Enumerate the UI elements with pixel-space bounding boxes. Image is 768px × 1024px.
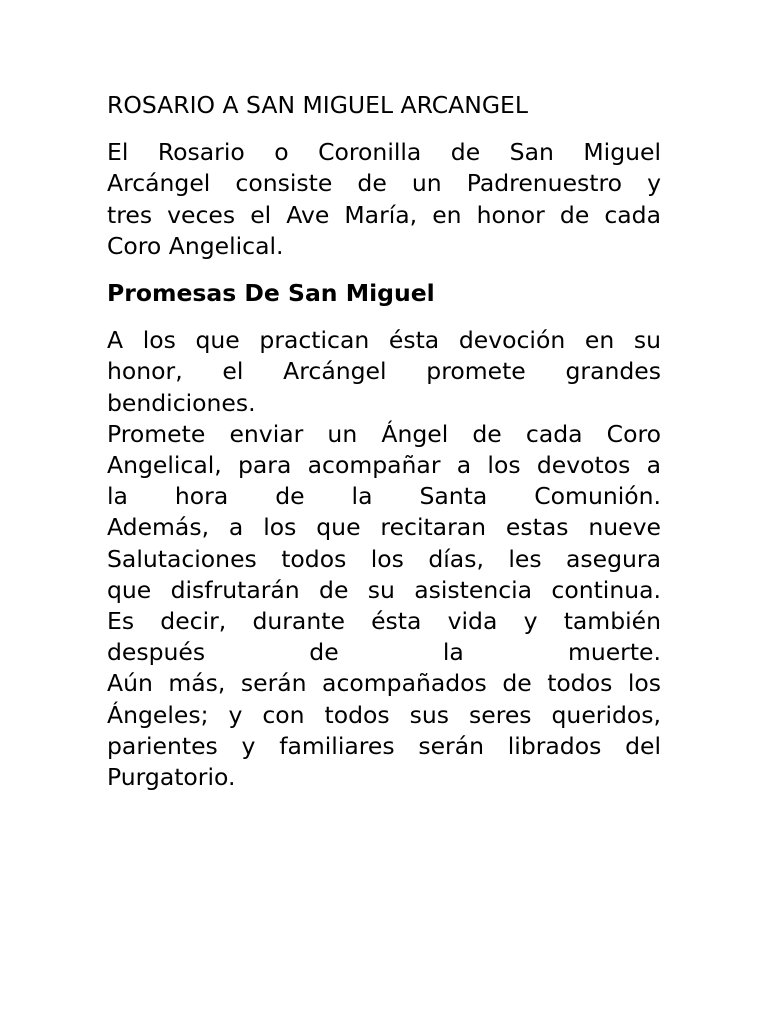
body-line: Es decir, durante ésta vida y también	[107, 607, 661, 636]
section-heading: Promesas De San Miguel	[107, 279, 435, 308]
intro-line: Arcángel consiste de un Padrenuestro y	[107, 169, 661, 198]
body-line: la hora de la Santa Comunión.	[107, 482, 661, 511]
body-line: parientes y familiares serán librados del	[107, 731, 661, 760]
document-content	[107, 90, 661, 793]
body-line: Salutaciones todos los días, les asegura	[107, 544, 661, 573]
body-line: Aún más, serán acompañados de todos los	[107, 669, 661, 698]
body-line: Promete enviar un Ángel de cada Coro	[107, 419, 661, 448]
body-paragraph	[107, 325, 661, 793]
body-line: A los que practican ésta devoción en su	[107, 326, 661, 355]
body-line: que disfrutarán de su asistencia continua.	[107, 575, 661, 604]
body-line: después de la muerte.	[107, 638, 661, 667]
body-line: bendiciones.	[107, 388, 256, 417]
body-line: Ángeles; y con todos sus seres queridos,	[107, 700, 661, 729]
intro-line: El Rosario o Coronilla de San Miguel	[107, 138, 661, 167]
body-line: honor, el Arcángel promete grandes	[107, 357, 661, 386]
body-line: Angelical, para acompañar a los devotos a	[107, 451, 661, 480]
body-line: Purgatorio.	[107, 763, 236, 792]
intro-line: Coro Angelical.	[107, 231, 284, 260]
intro-line: tres veces el Ave María, en honor de cada	[107, 200, 661, 229]
document-title: ROSARIO A SAN MIGUEL ARCANGEL	[107, 91, 528, 119]
body-line: Además, a los que recitaran estas nueve	[107, 513, 661, 542]
intro-paragraph	[107, 137, 661, 262]
